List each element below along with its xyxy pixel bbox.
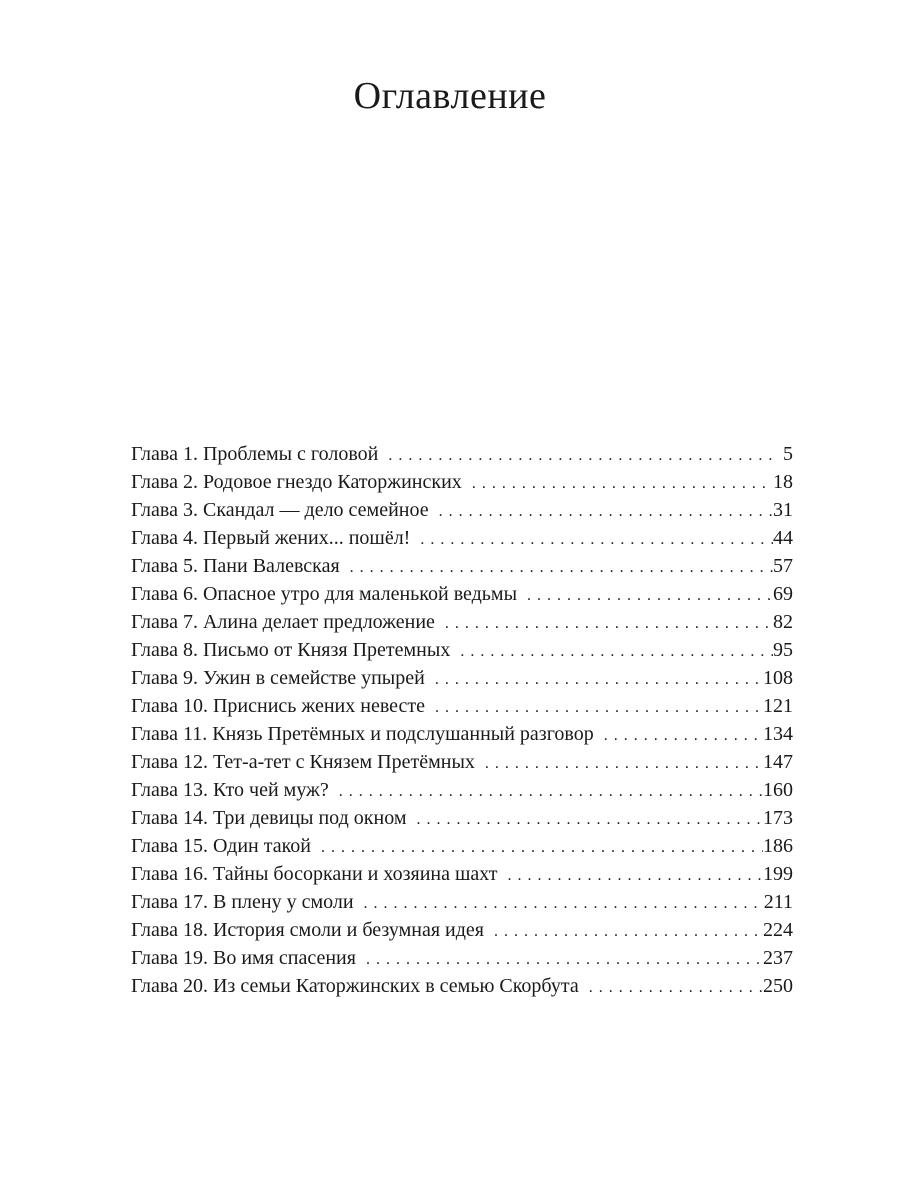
chapter-title: Глава 6. Опасное утро для маленькой ведьмы xyxy=(131,583,518,605)
dot-leader xyxy=(388,442,773,468)
page-number: 57 xyxy=(773,555,793,577)
toc-entry xyxy=(131,944,793,972)
toc-entry xyxy=(131,524,793,552)
chapter-title: Глава 10. Приснись жених невесте xyxy=(131,695,426,717)
toc-entry xyxy=(131,888,793,916)
chapter-title: Глава 8. Письмо от Князя Претемных xyxy=(131,639,451,661)
chapter-title: Глава 16. Тайны босоркани и хозяина шахт xyxy=(131,863,498,885)
page-number: 250 xyxy=(763,975,793,997)
dot-leader xyxy=(527,582,773,608)
page-number: 108 xyxy=(763,667,793,689)
chapter-title: Глава 15. Один такой xyxy=(131,835,311,857)
toc-entry xyxy=(131,916,793,944)
toc-entry xyxy=(131,608,793,636)
chapter-title: Глава 11. Князь Претёмных и подслушанный разговор xyxy=(131,723,594,745)
dot-leader xyxy=(460,638,773,664)
toc-entry xyxy=(131,776,793,804)
dot-leader xyxy=(366,946,763,972)
dot-leader xyxy=(321,834,763,860)
dot-leader xyxy=(350,554,773,580)
toc-entry xyxy=(131,496,793,524)
page-number: 5 xyxy=(783,443,793,465)
toc-entry xyxy=(131,972,793,1000)
chapter-title: Глава 2. Родовое гнездо Каторжинских xyxy=(131,471,462,493)
chapter-title: Глава 5. Пани Валевская xyxy=(131,555,340,577)
dot-leader xyxy=(472,470,773,496)
dot-leader xyxy=(364,890,764,916)
toc-entry xyxy=(131,748,793,776)
table-of-contents xyxy=(131,440,793,1000)
chapter-title: Глава 1. Проблемы с головой xyxy=(131,443,379,465)
chapter-title: Глава 7. Алина делает предложение xyxy=(131,611,435,633)
dot-leader xyxy=(416,806,763,832)
dot-leader xyxy=(339,778,763,804)
dot-leader xyxy=(435,694,763,720)
dot-leader xyxy=(420,526,773,552)
page-number: 186 xyxy=(763,835,793,857)
toc-entry xyxy=(131,832,793,860)
dot-leader xyxy=(439,498,773,524)
chapter-title: Глава 13. Кто чей муж? xyxy=(131,779,329,801)
chapter-title: Глава 18. История смоли и безумная идея xyxy=(131,919,484,941)
page-number: 82 xyxy=(773,611,793,633)
toc-entry xyxy=(131,440,793,468)
toc-entry xyxy=(131,860,793,888)
page-number: 199 xyxy=(763,863,793,885)
chapter-title: Глава 9. Ужин в семействе упырей xyxy=(131,667,425,689)
toc-entry xyxy=(131,636,793,664)
page-number: 173 xyxy=(763,807,793,829)
page-number: 44 xyxy=(773,527,793,549)
toc-entry xyxy=(131,552,793,580)
toc-entry xyxy=(131,580,793,608)
page-number: 95 xyxy=(773,639,793,661)
chapter-title: Глава 12. Тет-а-тет с Князем Претёмных xyxy=(131,751,475,773)
dot-leader xyxy=(508,862,763,888)
chapter-title: Глава 17. В плену у смоли xyxy=(131,891,354,913)
toc-entry xyxy=(131,692,793,720)
chapter-title: Глава 19. Во имя спасения xyxy=(131,947,356,969)
dot-leader xyxy=(445,610,773,636)
dot-leader xyxy=(604,722,763,748)
chapter-title: Глава 14. Три девицы под окном xyxy=(131,807,407,829)
page-number: 211 xyxy=(763,891,793,913)
page-number: 224 xyxy=(763,919,793,941)
page-number: 134 xyxy=(763,723,793,745)
chapter-title: Глава 20. Из семьи Каторжинских в семью Скорбута xyxy=(131,975,579,997)
page-number: 121 xyxy=(763,695,793,717)
chapter-title: Глава 3. Скандал — дело семейное xyxy=(131,499,429,521)
page-number: 31 xyxy=(773,499,793,521)
toc-entry xyxy=(131,720,793,748)
page-number: 237 xyxy=(763,947,793,969)
chapter-title: Глава 4. Первый жених... пошёл! xyxy=(131,527,411,549)
page-number: 69 xyxy=(773,583,793,605)
page-number: 160 xyxy=(763,779,793,801)
dot-leader xyxy=(589,974,763,1000)
dot-leader xyxy=(485,750,763,776)
dot-leader xyxy=(494,918,763,944)
toc-entry xyxy=(131,664,793,692)
page-number: 18 xyxy=(773,471,793,493)
toc-entry xyxy=(131,804,793,832)
page-title: Оглавление xyxy=(353,75,547,117)
toc-entry xyxy=(131,468,793,496)
dot-leader xyxy=(435,666,763,692)
page-number: 147 xyxy=(763,751,793,773)
